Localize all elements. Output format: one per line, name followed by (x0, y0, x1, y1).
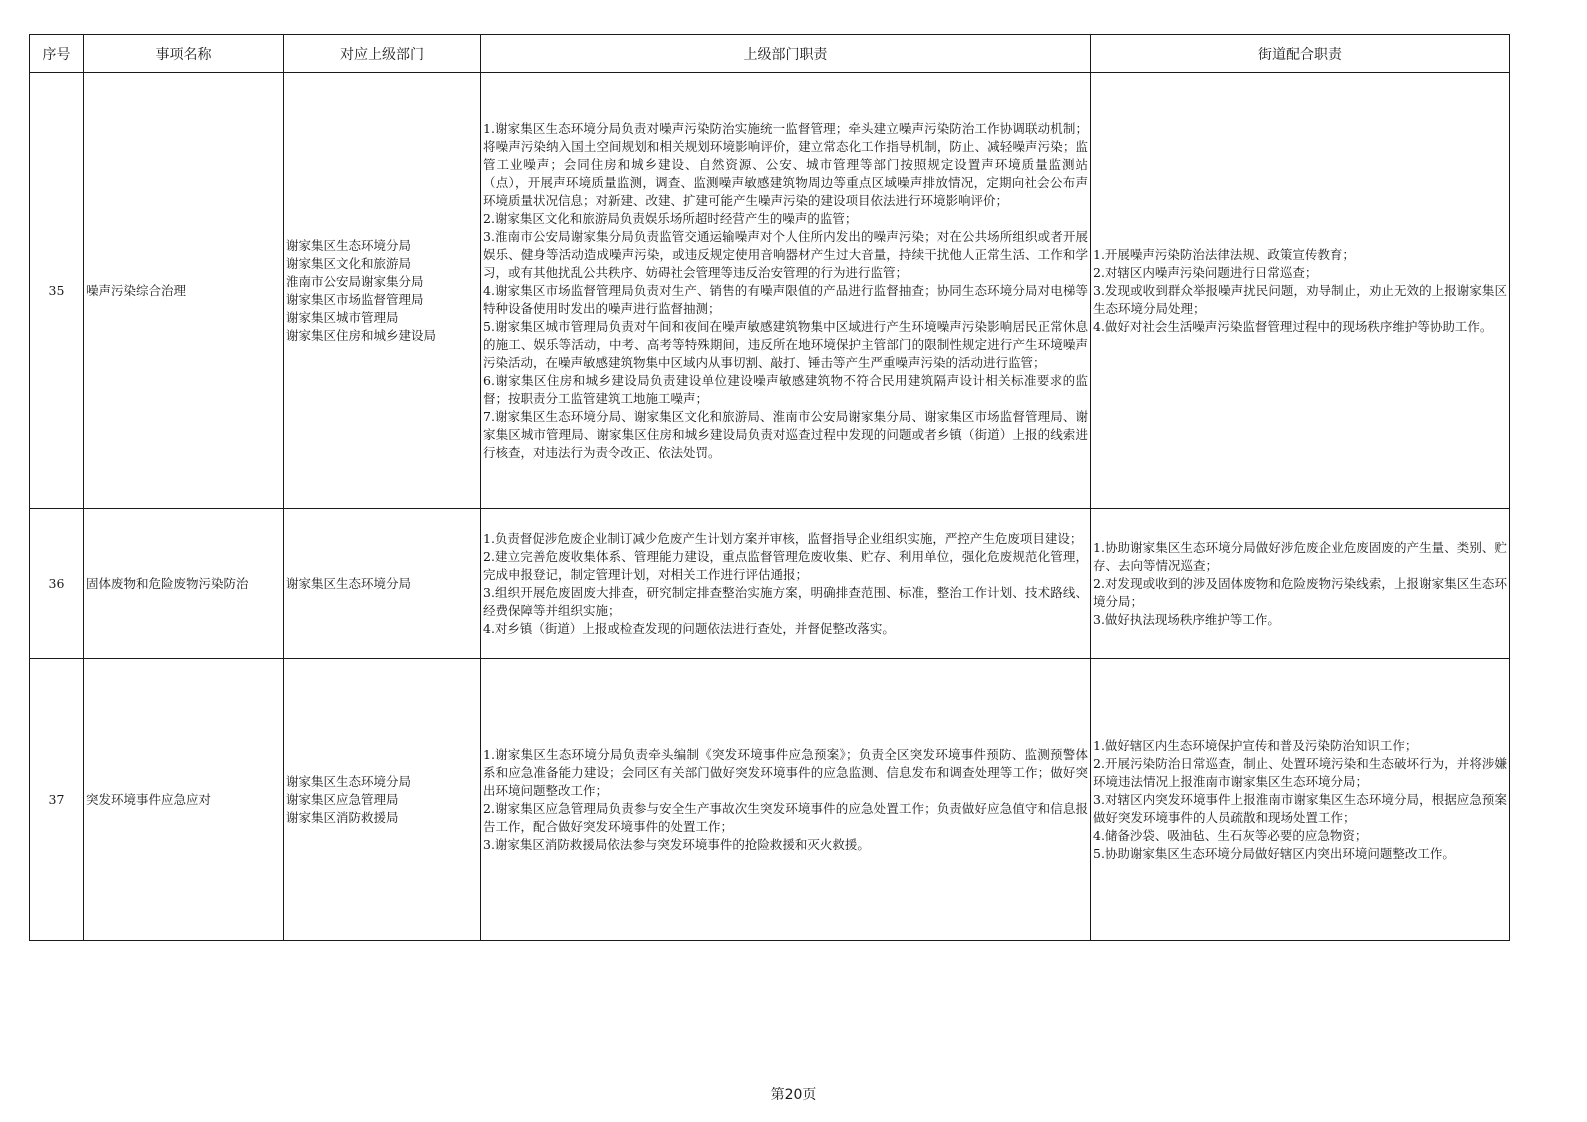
street-duty-item: 2.开展污染防治日常巡查，制止、处置环境污染和生态破坏行为，并将涉嫌环境违法情况上报淮南市谢家集区生态环境分局； (1093, 755, 1507, 789)
row-number-text: 36 (48, 575, 65, 591)
street-duty-item: 4.做好对社会生活噪声污染监督管理过程中的现场秩序维护等协助工作。 (1093, 318, 1493, 334)
superior-duty-item: 4.谢家集区市场监督管理局负责对生产、销售的有噪声限值的产品进行监督抽查；协同生态环境分局对电梯等特种设备使用时发出的噪声进行监督抽测； (483, 282, 1088, 316)
departments-cell (284, 659, 481, 941)
header-departments: 对应上级部门 (284, 35, 481, 73)
page-number: 第20页 (770, 1087, 817, 1103)
table-row (30, 73, 1510, 509)
street-duty-item: 1.开展噪声污染防治法律法规、政策宣传教育； (1093, 246, 1355, 262)
item-name-text: 噪声污染综合治理 (86, 282, 187, 298)
street-duty-item: 1.协助谢家集区生态环境分局做好涉危废企业危废固废的产生量、类别、贮存、去向等情况巡查； (1093, 539, 1507, 573)
department-name: 淮南市公安局谢家集分局 (286, 273, 424, 289)
superior-duty-item: 1.负责督促涉危废企业制订减少危废产生计划方案并审核，监督指导企业组织实施，严控产生危废项目建设； (483, 530, 1083, 546)
street-duty-item: 3.发现或收到群众举报噪声扰民问题，劝导制止，劝止无效的上报谢家集区生态环境分局处理； (1093, 282, 1507, 316)
street-duty-item: 4.储备沙袋、吸油毡、生石灰等必要的应急物资； (1093, 827, 1368, 843)
header-street-duties: 街道配合职责 (1091, 35, 1510, 73)
superior-duty-item: 6.谢家集区住房和城乡建设局负责建设单位建设噪声敏感建筑物不符合民用建筑隔声设计相关标准要求的监督；按职责分工监管建筑工地施工噪声； (483, 372, 1088, 406)
superior-duty-item: 2.谢家集区文化和旅游局负责娱乐场所超时经营产生的噪声的监管； (483, 210, 858, 226)
superior-duties-cell (481, 509, 1091, 659)
row-number (30, 659, 84, 941)
street-duty-item: 3.做好执法现场秩序维护等工作。 (1093, 611, 1280, 627)
street-duty-item: 5.协助谢家集区生态环境分局做好辖区内突出环境问题整改工作。 (1093, 845, 1455, 861)
departments-cell (284, 73, 481, 509)
department-name: 谢家集区文化和旅游局 (286, 255, 412, 271)
header-number: 序号 (30, 35, 84, 73)
superior-duty-item: 2.谢家集区应急管理局负责参与安全生产事故次生突发环境事件的应急处置工作；负责做好应急值守和信息报告工作，配合做好突发环境事件的处置工作； (483, 800, 1088, 834)
superior-duties-cell (481, 73, 1091, 509)
table-header-row (30, 35, 1510, 73)
superior-duty-item: 2.建立完善危废收集体系、管理能力建设，重点监督管理危废收集、贮存、利用单位，强化危废规范化管理，完成申报登记，制定管理计划，对相关工作进行评估通报； (483, 548, 1088, 582)
superior-duty-item: 4.对乡镇（街道）上报或检查发现的问题依法进行查处，并督促整改落实。 (483, 620, 895, 636)
header-item-name: 事项名称 (84, 35, 284, 73)
superior-duty-item: 5.谢家集区城市管理局负责对午间和夜间在噪声敏感建筑物集中区域进行产生环境噪声污染影响居民正常休息的施工、娱乐等活动，中考、高考等特殊期间，违反所在地环境保护主管部门的限制性规定进行产生环境噪声污染活动，在噪声敏感建筑物集中区域内从事切割、敲打、锤击等产生严重噪声污染的活动进行监管； (483, 318, 1088, 370)
superior-duties-cell (481, 659, 1091, 941)
row-number-text: 35 (48, 282, 65, 298)
department-name: 谢家集区生态环境分局 (286, 575, 412, 591)
superior-duty-item: 1.谢家集区生态环境分局负责牵头编制《突发环境事件应急预案》；负责全区突发环境事件预防、监测预警体系和应急准备能力建设；会同区有关部门做好突发环境事件的应急监测、信息发布和调查处理等工作；做好突出环境问题整改工作； (483, 746, 1088, 798)
superior-duty-item: 1.谢家集区生态环境分局负责对噪声污染防治实施统一监督管理；牵头建立噪声污染防治工作协调联动机制；将噪声污染纳入国土空间规划和相关规划环境影响评价，建立常态化工作指导机制，防止、减轻噪声污染；监管工业噪声；会同住房和城乡建设、自然资源、公安、城市管理等部门按照规定设置声环境质量监测站（点），开展声环境质量监测，调查、监测噪声敏感建筑物周边等重点区域噪声排放情况，定期向社会公布声环境质量状况信息；对新建、改建、扩建可能产生噪声污染的建设项目依法进行环境影响评价； (483, 120, 1088, 208)
superior-duty-item: 3.谢家集区消防救援局依法参与突发环境事件的抢险救援和灭火救援。 (483, 836, 870, 852)
item-name-text: 固体废物和危险废物污染防治 (86, 575, 249, 591)
item-name (84, 659, 284, 941)
table-row (30, 659, 1510, 941)
department-name: 谢家集区应急管理局 (286, 791, 399, 807)
item-name-text: 突发环境事件应急应对 (86, 791, 212, 807)
superior-duty-item: 3.组织开展危废固废大排查，研究制定排查整治实施方案，明确排查范围、标准，整治工作计划、技术路线、经费保障等并组织实施； (483, 584, 1088, 618)
street-duties-cell (1091, 509, 1510, 659)
street-duty-item: 2.对辖区内噪声污染问题进行日常巡查； (1093, 264, 1318, 280)
department-name: 谢家集区住房和城乡建设局 (286, 327, 437, 343)
table-body (30, 73, 1510, 941)
department-name: 谢家集区生态环境分局 (286, 773, 412, 789)
row-number-text: 37 (48, 791, 65, 807)
street-duty-item: 3.对辖区内突发环境事件上报淮南市谢家集区生态环境分局，根据应急预案做好突发环境事件的人员疏散和现场处置工作； (1093, 791, 1507, 825)
street-duties-cell (1091, 659, 1510, 941)
superior-duty-item: 3.淮南市公安局谢家集分局负责监管交通运输噪声对个人住所内发出的噪声污染；对在公共场所组织或者开展娱乐、健身等活动造成噪声污染，或违反规定使用音响器材产生过大音量，持续干扰他人正常生活、工作和学习，或有其他扰乱公共秩序、妨碍社会管理等违反治安管理的行为进行监管； (483, 228, 1088, 280)
street-duties-cell (1091, 73, 1510, 509)
department-name: 谢家集区生态环境分局 (286, 237, 412, 253)
departments-cell (284, 509, 481, 659)
item-name (84, 509, 284, 659)
department-name: 谢家集区消防救援局 (286, 809, 399, 825)
duties-table (29, 34, 1510, 941)
department-name: 谢家集区市场监督管理局 (286, 291, 424, 307)
department-name: 谢家集区城市管理局 (286, 309, 399, 325)
table-row (30, 509, 1510, 659)
street-duty-item: 1.做好辖区内生态环境保护宣传和普及污染防治知识工作； (1093, 737, 1418, 753)
street-duty-item: 2.对发现或收到的涉及固体废物和危险废物污染线索，上报谢家集区生态环境分局； (1093, 575, 1507, 609)
superior-duty-item: 7.谢家集区生态环境分局、谢家集区文化和旅游局、淮南市公安局谢家集分局、谢家集区市场监督管理局、谢家集区城市管理局、谢家集区住房和城乡建设局负责对巡查过程中发现的问题或者乡镇（街道）上报的线索进行核查，对违法行为责令改正、依法处罚。 (483, 408, 1088, 460)
row-number (30, 73, 84, 509)
item-name (84, 73, 284, 509)
row-number (30, 509, 84, 659)
header-superior-duties: 上级部门职责 (481, 35, 1091, 73)
